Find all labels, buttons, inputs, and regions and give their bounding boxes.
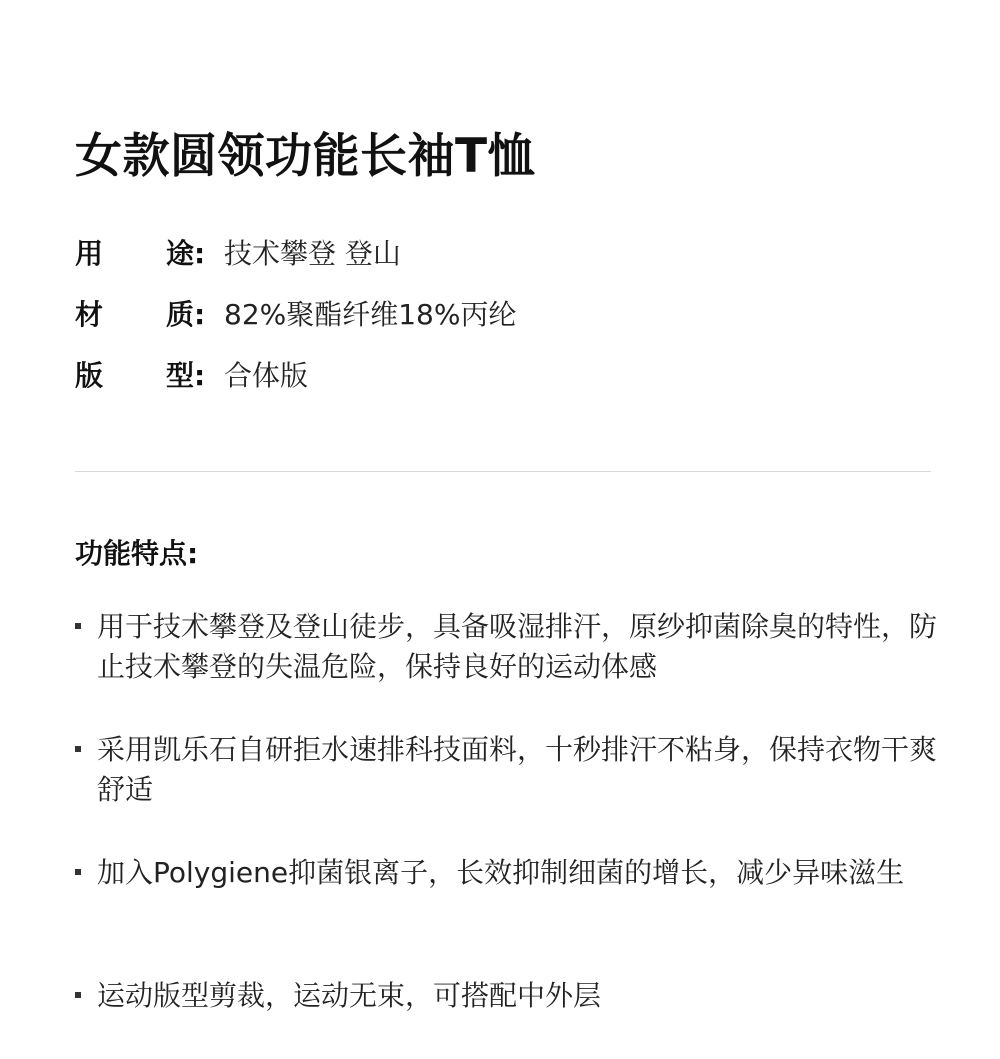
spec-label-char: 型: [166, 359, 206, 392]
square-bullet-icon [75, 746, 81, 752]
spec-row-material [75, 295, 935, 356]
spec-list [75, 234, 935, 417]
spec-value: 82%聚酯纤维18%丙纶 [224, 298, 517, 331]
spec-value: 技术攀登 登山 [224, 237, 401, 270]
feature-text: 用于技术攀登及登山徒步，具备吸湿排汗，原纱抑菌除臭的特性，防止技术攀登的失温危险，保持良好的运动体感 [97, 610, 938, 683]
square-bullet-icon [75, 869, 81, 875]
square-bullet-icon [75, 623, 81, 629]
spec-value: 合体版 [224, 359, 309, 392]
spec-label-char: 途: [166, 237, 206, 270]
spec-row-usage [75, 234, 935, 295]
feature-text: 加入Polygiene抑菌银离子，长效抑制细菌的增长，减少异味滋生 [97, 856, 905, 889]
spec-label-char: 质: [166, 298, 206, 331]
feature-item [75, 607, 943, 687]
spec-label-char: 用 [75, 237, 104, 270]
feature-text: 采用凯乐石自研拒水速排科技面料，十秒排汗不粘身，保持衣物干爽舒适 [97, 733, 938, 806]
section-divider [75, 471, 931, 472]
features-heading: 功能特点: [75, 537, 199, 570]
feature-text: 运动版型剪裁，运动无束，可搭配中外层 [97, 979, 602, 1012]
feature-item [75, 730, 943, 810]
spec-row-fit [75, 356, 935, 417]
feature-item [75, 976, 943, 1016]
spec-label-char: 版 [75, 359, 104, 392]
features-list [75, 607, 945, 1059]
product-title: 女款圆领功能长袖T恤 [75, 129, 536, 185]
square-bullet-icon [75, 992, 81, 998]
spec-label-char: 材 [75, 298, 104, 331]
feature-item [75, 853, 943, 933]
